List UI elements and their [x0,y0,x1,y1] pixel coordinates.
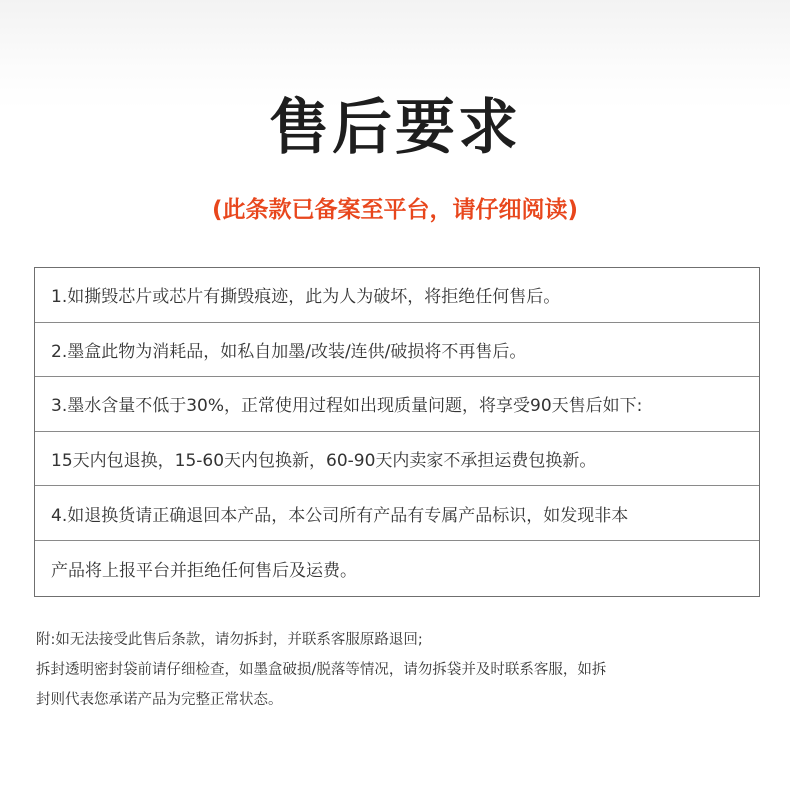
rule-row-2: 2.墨盒此物为消耗品，如私自加墨/改装/连供/破损将不再售后。 [35,323,759,378]
page-subtitle: (此条款已备案至平台，请仔细阅读) [211,197,579,223]
footnote [36,625,756,715]
rule-row-5: 4.如退换货请正确退回本产品，本公司所有产品有专属产品标识，如发现非本 [35,486,759,541]
rule-row-4: 15天内包退换，15-60天内包换新，60-90天内卖家不承担运费包换新。 [35,432,759,487]
footnote-line-3: 封则代表您承诺产品为完整正常状态。 [36,692,283,708]
footnote-line-1: 附:如无法接受此售后条款，请勿拆封，并联系客服原路退回; [36,632,423,648]
footnote-line-2: 拆封透明密封袋前请仔细检查，如墨盒破损/脱落等情况，请勿拆袋并及时联系客服，如拆 [36,662,607,678]
rules-table [34,267,760,597]
rule-row-3: 3.墨水含量不低于30%，正常使用过程如出现质量问题，将享受90天售后如下: [35,377,759,432]
page-title: 售后要求 [269,93,521,163]
rule-row-1: 1.如撕毁芯片或芯片有撕毁痕迹，此为人为破坏，将拒绝任何售后。 [35,268,759,323]
rule-row-6: 产品将上报平台并拒绝任何售后及运费。 [51,560,357,581]
